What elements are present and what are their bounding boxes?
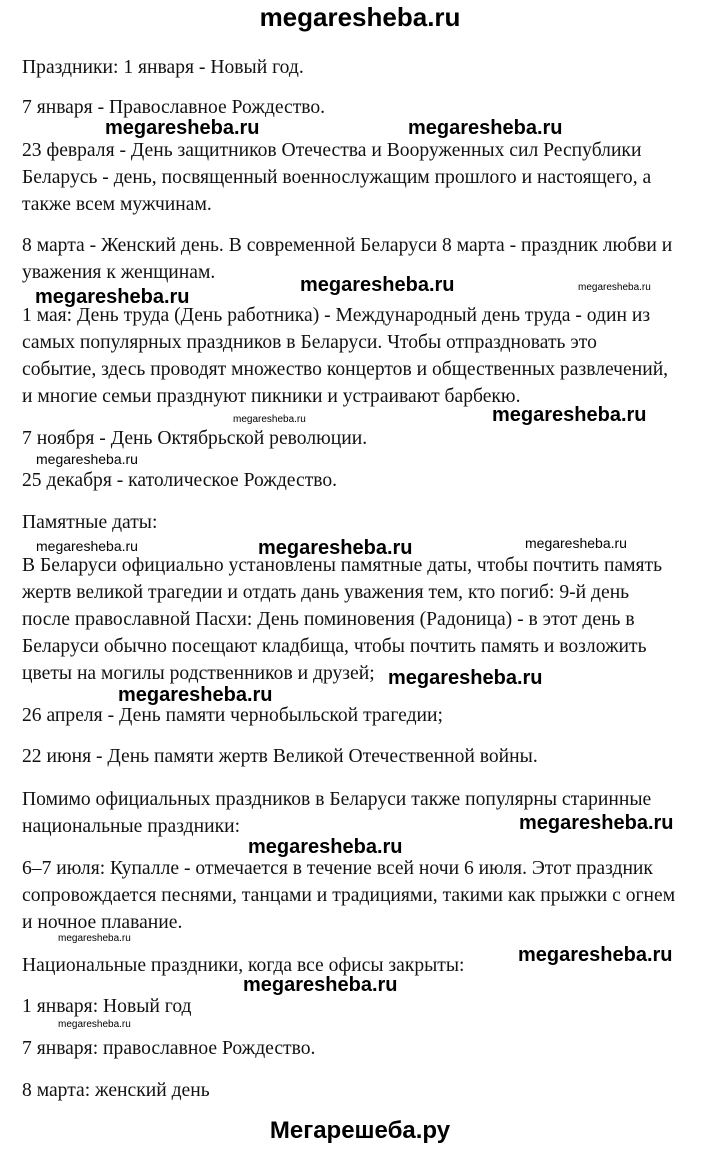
text-line: Беларуси обычно посещают кладбища, чтобы почтить память и возложить bbox=[22, 636, 647, 657]
text-line: 25 декабря - католическое Рождество. bbox=[22, 470, 338, 491]
watermark: megaresheba.ru bbox=[36, 451, 138, 467]
text-line: 23 февраля - День защитников Отечества и Вооруженных сил Республики bbox=[22, 140, 642, 161]
site-header: megaresheba.ru bbox=[259, 2, 461, 32]
text-line: В Беларуси официально установлены памятные даты, чтобы почтить память bbox=[22, 555, 663, 576]
watermark: megaresheba.ru bbox=[525, 535, 627, 551]
text-line: уважения к женщинам. bbox=[22, 262, 216, 283]
watermark: megaresheba.ru bbox=[519, 812, 674, 834]
watermark: megaresheba.ru bbox=[578, 282, 651, 293]
text-line: 6–7 июля: Купалле - отмечается в течение всей ночи 6 июля. Этот праздник bbox=[22, 858, 653, 879]
text-line: событие, здесь проводят множество концертов и общественных развлечений, bbox=[22, 359, 669, 380]
watermark: megaresheba.ru bbox=[118, 684, 273, 706]
text-line: Национальные праздники, когда все офисы закрыты: bbox=[22, 955, 465, 976]
text-line: 1 мая: День труда (День работника) - Международный день труда - один из bbox=[22, 305, 651, 326]
watermark: megaresheba.ru bbox=[243, 974, 398, 996]
text-line: также всем мужчинам. bbox=[22, 194, 212, 215]
text-line: и многие семьи празднуют пикники и устраивают барбекю. bbox=[22, 386, 521, 407]
watermark: megaresheba.ru bbox=[518, 944, 673, 966]
text-line: национальные праздники: bbox=[22, 816, 241, 837]
watermark: megaresheba.ru bbox=[233, 414, 306, 425]
text-line: самых популярных праздников в Беларуси. Чтобы отпраздновать это bbox=[22, 332, 597, 353]
watermark: megaresheba.ru bbox=[105, 117, 260, 139]
watermark: megaresheba.ru bbox=[408, 117, 563, 139]
watermark: megaresheba.ru bbox=[248, 836, 403, 858]
text-line: 7 января - Православное Рождество. bbox=[22, 97, 326, 118]
watermark: megaresheba.ru bbox=[58, 1019, 131, 1030]
watermark: megaresheba.ru bbox=[300, 274, 455, 296]
text-line: цветы на могилы родственников и друзей; bbox=[22, 663, 375, 684]
text-line: Праздники: 1 января - Новый год. bbox=[22, 57, 304, 78]
text-line: 22 июня - День памяти жертв Великой Отечественной войны. bbox=[22, 746, 538, 767]
text-line: Памятные даты: bbox=[22, 512, 158, 533]
text-line: сопровождается песнями, танцами и традициями, такими как прыжки с огнем bbox=[22, 885, 676, 906]
watermark: megaresheba.ru bbox=[35, 286, 190, 308]
watermark: megaresheba.ru bbox=[492, 404, 647, 426]
watermark: megaresheba.ru bbox=[258, 537, 413, 559]
text-line: 7 января: православное Рождество. bbox=[22, 1038, 316, 1059]
text-line: 7 ноября - День Октябрьской революции. bbox=[22, 428, 368, 449]
text-line: 8 марта - Женский день. В современной Беларуси 8 марта - праздник любви и bbox=[22, 235, 673, 256]
watermark: megaresheba.ru bbox=[58, 933, 131, 944]
text-line: жертв великой трагедии и отдать дань уважения тем, кто погиб: 9-й день bbox=[22, 582, 630, 603]
text-line: Беларусь - день, посвященный военнослужащим прошлого и настоящего, а bbox=[22, 167, 652, 188]
text-line: Помимо официальных праздников в Беларуси также популярны старинные bbox=[22, 789, 652, 810]
text-line: после православной Пасхи: День поминовения (Радоница) - в этот день в bbox=[22, 609, 635, 630]
text-line: и ночное плавание. bbox=[22, 912, 183, 933]
text-line: 8 марта: женский день bbox=[22, 1080, 210, 1101]
watermark: megaresheba.ru bbox=[36, 538, 138, 554]
text-line: 1 января: Новый год bbox=[22, 996, 192, 1017]
text-line: 26 апреля - День памяти чернобыльской трагедии; bbox=[22, 705, 443, 726]
site-footer: Мегарешеба.ру bbox=[269, 1117, 451, 1144]
watermark: megaresheba.ru bbox=[388, 667, 543, 689]
